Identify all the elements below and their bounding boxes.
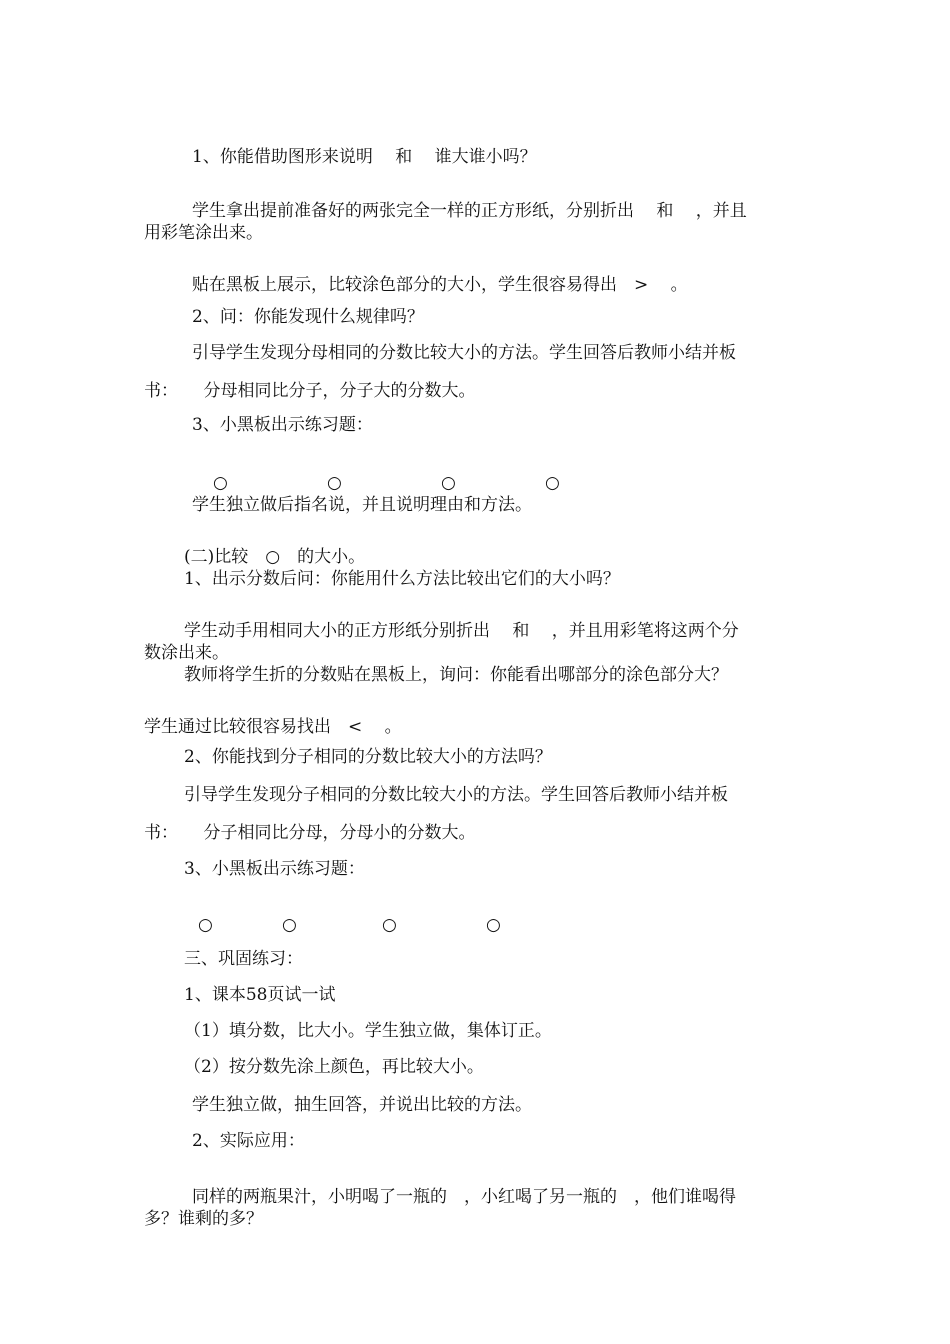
text-line: 3、小黑板出示练习题： [192, 415, 373, 435]
text-line: 贴在黑板上展示，比较涂色部分的大小，学生很容易得出 > 。 [192, 275, 688, 295]
comparison-circle: ○ [327, 473, 342, 493]
comparison-circle: ○ [213, 473, 228, 493]
text-line: 学生独立做，抽生回答，并说出比较的方法。 [192, 1095, 532, 1115]
text-line: 1、你能借助图形来说明 和 谁大谁小吗？ [192, 147, 537, 167]
text-line: 教师将学生折的分数贴在黑板上，询问：你能看出哪部分的涂色部分大？ [184, 665, 728, 685]
text-line: 学生动手用相同大小的正方形纸分别折出 和 ，并且用彩笔将这两个分 [184, 621, 739, 641]
text-line: （1）填分数，比大小。学生独立做，集体订正。 [184, 1021, 552, 1041]
text-line: 引导学生发现分母相同的分数比较大小的方法。学生回答后教师小结并板 [192, 343, 736, 363]
text-line: 2、实际应用： [192, 1131, 305, 1151]
text-line: 学生通过比较很容易找出 < 。 [144, 717, 402, 737]
comparison-circle: ○ [198, 915, 213, 935]
text-line: 数涂出来。 [144, 643, 229, 663]
comparison-circle: ○ [486, 915, 501, 935]
text-line: 2、你能找到分子相同的分数比较大小的方法吗？ [184, 747, 552, 767]
text-line: 1、出示分数后问：你能用什么方法比较出它们的大小吗？ [184, 569, 620, 589]
text-line: 3、小黑板出示练习题： [184, 859, 365, 879]
text-line: 书： 分子相同比分母，分母小的分数大。 [144, 823, 476, 843]
text-line: 用彩笔涂出来。 [144, 223, 263, 243]
text-line: 学生拿出提前准备好的两张完全一样的正方形纸，分别折出 和 ，并且 [192, 201, 747, 221]
section-heading: 三、巩固练习： [184, 949, 303, 969]
text-line: 引导学生发现分子相同的分数比较大小的方法。学生回答后教师小结并板 [184, 785, 728, 805]
comparison-circle: ○ [545, 473, 560, 493]
comparison-circle: ○ [382, 915, 397, 935]
text-line: 同样的两瓶果汁，小明喝了一瓶的 ，小红喝了另一瓶的 ，他们谁喝得 [192, 1187, 736, 1207]
text-line: 多？谁剩的多？ [144, 1209, 263, 1229]
text-line: （2）按分数先涂上颜色，再比较大小。 [184, 1057, 484, 1077]
text-line: 学生独立做后指名说，并且说明理由和方法。 [192, 495, 532, 515]
text-line: 书： 分母相同比分子，分子大的分数大。 [144, 381, 476, 401]
text-line: (二)比较 ○ 的大小。 [184, 547, 366, 567]
comparison-circle: ○ [282, 915, 297, 935]
text-line: 1、课本58页试一试 [184, 985, 336, 1005]
text-line: 2、问：你能发现什么规律吗？ [192, 307, 424, 327]
comparison-circle: ○ [441, 473, 456, 493]
